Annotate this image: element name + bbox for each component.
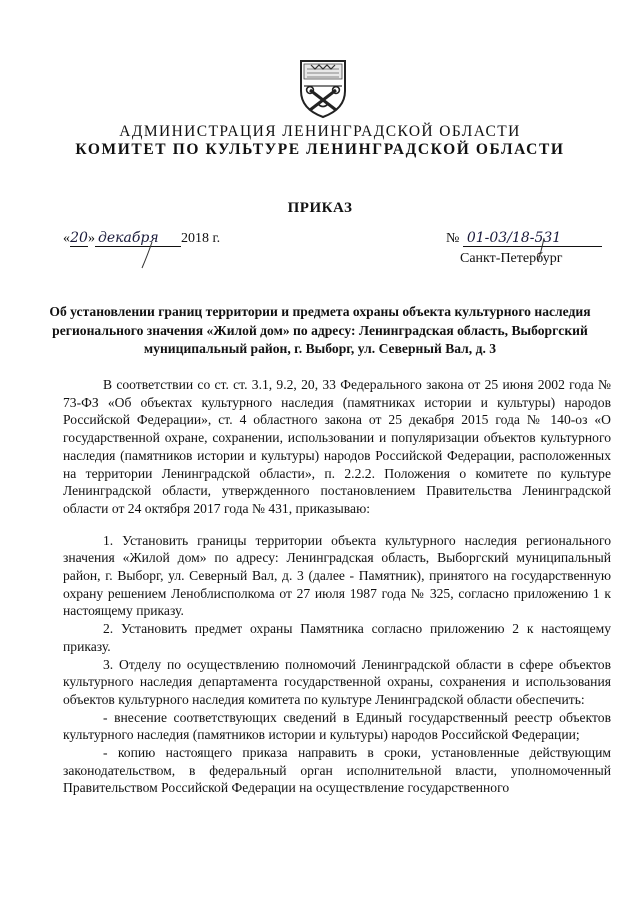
handwritten-stroke-mark xyxy=(138,240,158,270)
date-day: 20 xyxy=(70,230,88,246)
number-value: 01-03/18-531 xyxy=(463,230,602,247)
number-prefix: № xyxy=(446,231,460,246)
item-paragraph: 2. Установить предмет охраны Памятника согласно приложению 2 к настоящему приказу. xyxy=(63,621,611,654)
date-year: 2018 г. xyxy=(181,231,221,246)
coat-of-arms-emblem xyxy=(297,57,349,119)
document-type-heading: ПРИКАЗ xyxy=(287,200,353,216)
committee-name: КОМИТЕТ ПО КУЛЬТУРЕ ЛЕНИНГРАДСКОЙ ОБЛАСТИ xyxy=(75,141,565,158)
handwritten-stroke-mark xyxy=(530,236,550,266)
item-paragraph: - копию настоящего приказа направить в сроки, установленные действующим законодательством, в федеральный орган исполнительной власти, уполномоченный Правительством Российской Федерации на осуществление государственного xyxy=(63,745,611,796)
city: Санкт-Петербург xyxy=(460,251,563,266)
date-month: декабря xyxy=(95,230,181,247)
preamble-paragraph: В соответствии со ст. ст. 3.1, 9.2, 20, 33 Федерального закона от 25 июня 2002 года № 73-ФЗ «Об объектах культурного наследия (памятниках истории и культуры) народов Российской Федерации», ст. 4 областного закона от 25 декабря 2015 года № 140-оз «О государственной охране, сохранении, использовании и популяризации объектов культурного наследия (памятников истории и культуры) народов Российской Федерации, расположенных на территории Ленинградской области», п. 2.2.2. Положения о комитете по культуре Ленинградской области, утвержденного постановлением Правительства Ленинградской области от 24 октября 2017 года № 431, приказываю: xyxy=(63,377,611,516)
administration-name: АДМИНИСТРАЦИЯ ЛЕНИНГРАДСКОЙ ОБЛАСТИ xyxy=(119,123,521,140)
date-open-quote: « xyxy=(63,231,70,246)
item-paragraph: 3. Отделу по осуществлению полномочий Ленинградской области в сфере объектов культурного наследия департамента государственной охраны, сохранения и использования объектов культурного наследия комитета по культуре Ленинградской области обеспечить: xyxy=(63,656,611,707)
date-close-quote: » xyxy=(88,231,95,246)
item-paragraph: 1. Установить границы территории объекта культурного наследия регионального значения «Жилой дом» по адресу: Ленинградская область, Выборгский муниципальный район, г. Выборг, ул. Северный Вал, д. 3 (далее - Памятник), принятого на государственную охрану решением Леноблисполкома от 27 июля 1987 года № 325, согласно приложению 1 к настоящему приказу. xyxy=(63,532,611,619)
document-title: Об установлении границ территории и предмета охраны объекта культурного наследия регионального значения «Жилой дом» по адресу: Ленинградская область, Выборгский муниципальный район, г. Выборг, ул. Северный Вал, д. 3 xyxy=(49,304,591,356)
item-paragraph: - внесение соответствующих сведений в Единый государственный реестр объектов культурного наследия (памятников истории и культуры) народов Российской Федерации; xyxy=(63,709,611,743)
document-body xyxy=(63,376,611,797)
paragraph-gap xyxy=(63,518,611,532)
order-number xyxy=(446,230,602,247)
